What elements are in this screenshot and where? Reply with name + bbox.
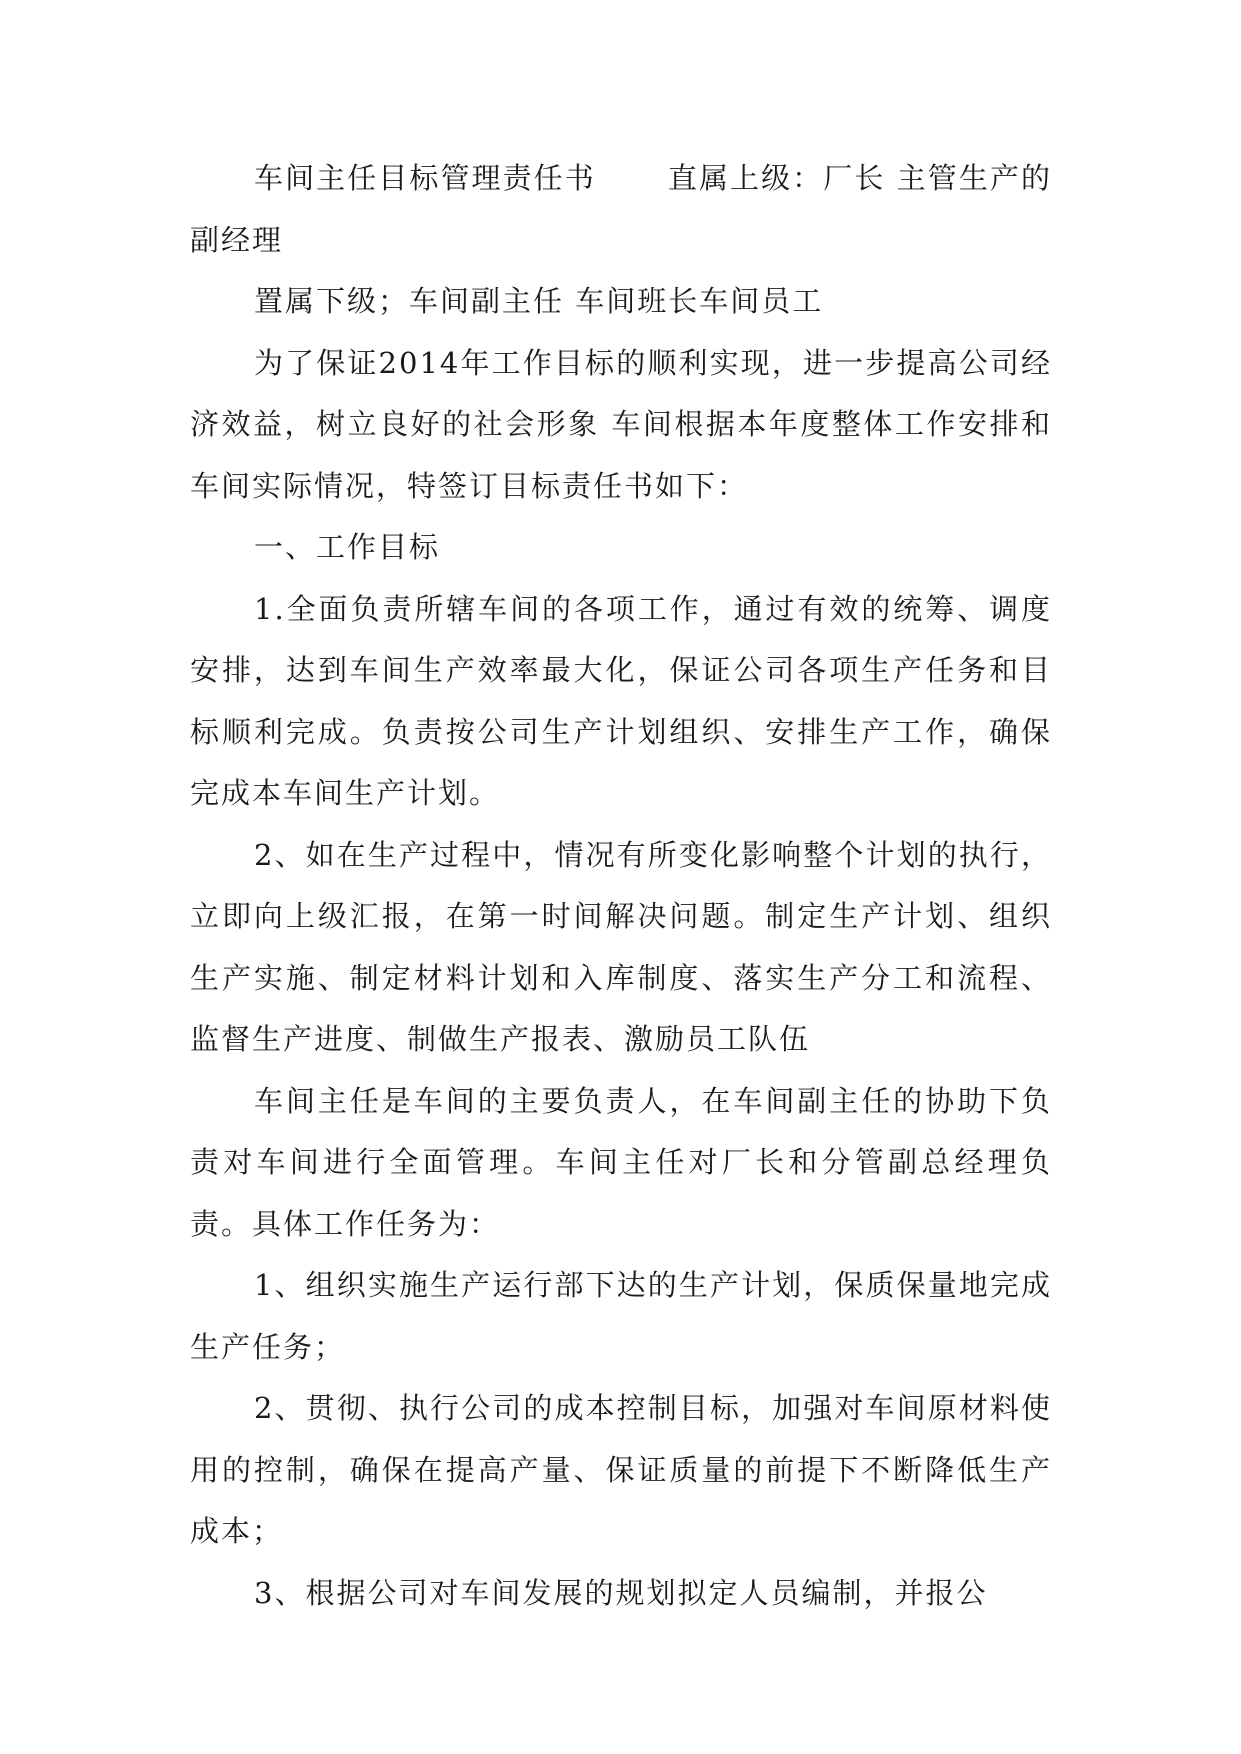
- document-title: 车间主任目标管理责任书: [254, 161, 596, 195]
- paragraph-item: 3、根据公司对车间发展的规划拟定人员编制，并报公: [254, 1575, 988, 1610]
- superior-line: 直属上级：厂长 主管生产的副经理: [190, 161, 1052, 257]
- paragraph-item: 2、贯彻、执行公司的成本控制目标，加强对车间原材料使用的控制，确保在提高产量、保证质量的前提下不断降低生产成本；: [190, 1391, 1052, 1548]
- paragraph-responsibilities: 车间主任是车间的主要负责人，在车间副主任的协助下负责对车间进行全面管理。车间主任对厂长和分管副总经理负责。具体工作任务为：: [190, 1083, 1052, 1241]
- title-line: [190, 148, 1052, 271]
- paragraph-item: 1.全面负责所辖车间的各项工作，通过有效的统筹、调度安排，达到车间生产效率最大化，保证公司各项生产任务和目标顺利完成。负责按公司生产计划组织、安排生产工作，确保完成本车间生产计划。: [190, 591, 1052, 810]
- document-body: [190, 148, 1052, 1624]
- subordinates-line: 置属下级；车间副主任 车间班长车间员工: [254, 284, 824, 318]
- paragraph-intro: 为了保证2014年工作目标的顺利实现，进一步提高公司经济效益，树立良好的社会形象 车间根据本年度整体工作安排和车间实际情况，特签订目标责任书如下：: [190, 345, 1052, 503]
- paragraph-item: 1、组织实施生产运行部下达的生产计划，保质保量地完成生产任务；: [190, 1268, 1052, 1364]
- section-heading: 一、工作目标: [254, 530, 441, 564]
- paragraph-item: 2、如在生产过程中，情况有所变化影响整个计划的执行，立即向上级汇报，在第一时间解决问题。制定生产计划、组织生产实施、制定材料计划和入库制度、落实生产分工和流程、监督生产进度、制做生产报表、激励员工队伍: [190, 837, 1052, 1056]
